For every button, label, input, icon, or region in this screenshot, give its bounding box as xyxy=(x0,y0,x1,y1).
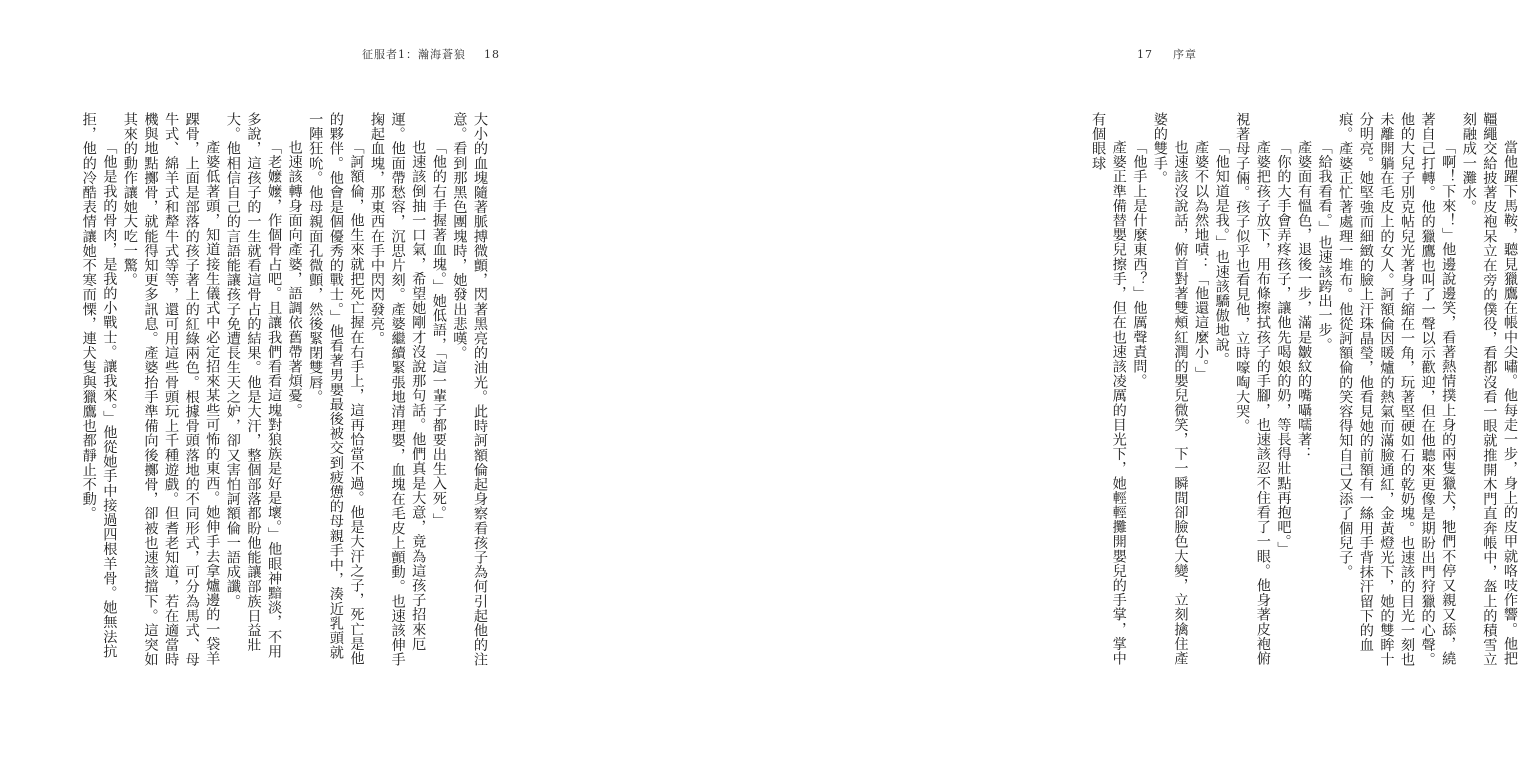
paragraph: 「你的大手會弄疼孩子，讓他先喝娘的奶，等長得壯點再抱吧。」 xyxy=(1275,140,1292,557)
right-running-header xyxy=(1137,46,1197,62)
paragraph: 「他是我的骨肉，是我的小戰士。讓我來。」他從她手中接過四根羊骨。她無法抗拒，他的冷酷表情讓她不寒而慄，連犬隻與獵鷹也都靜止不動。 xyxy=(80,112,118,659)
paragraph: 「他知道是我。」也速該驕傲地說。 xyxy=(1213,140,1230,367)
paragraph: 也速該轉身面向產婆，語調依舊帶著煩憂。 xyxy=(286,140,303,418)
right-page xyxy=(535,0,1518,760)
left-header-title: 征服者1：瀚海蒼狼 xyxy=(362,48,466,61)
left-page xyxy=(0,0,535,760)
left-body-text xyxy=(80,112,490,672)
paragraph: 也速該沒說話，俯首對著雙頰紅潤的嬰兒微笑，下一瞬間卻臉色大變，立刻擒住產婆的雙手。 xyxy=(1151,112,1189,666)
left-running-header xyxy=(362,46,500,62)
paragraph: 「啊！下來！」他邊說邊笑，看著熱情撲上身的兩隻獵犬，牠們不停又親又舔，繞著自己打轉。他的獵鷹也叫了一聲以示歡迎，但在他聽來更像是期盼出門狩獵的心聲。他的大兒子別克帖兒光著身子縮在一角，玩著堅硬如石的乾奶塊。也速該的目光一刻也未離開躺在毛皮上的女人。訶額倫因暖爐的熱氣而滿臉通紅，金黃燈光下，她的雙眸十分明亮。她堅強而細緻的臉上汗珠晶瑩，他看見她的前額有一絲用手背抹汗留下的血痕。產婆正忙著處理一堆布。他從訶額倫的笑容得知自己又添了個兒子。 xyxy=(1337,112,1457,667)
paragraph: 也速該倒抽一口氣，希望她剛才沒說那句話。他們真是大意，竟為這孩子招來厄運。他面帶愁容，沉思片刻。產婆繼續緊張地清理嬰，血塊在毛皮上顫動。也速該伸手掬起血塊，那東西在手中閃閃發亮。 xyxy=(369,112,427,667)
paragraph: 「老嬤嬤，作個骨占吧。且讓我們看看這塊對狼族是好是壞。」他眼神黯淡，不用多說，這孩子的一生就看這骨占的結果。他是大汗，整個部落都盼他能讓部族日益壯大。他相信自己的言語能讓孩子免遭長生天之妒，卻又害怕訶額倫一語成讖。 xyxy=(224,112,283,659)
paragraph: 當他躍下馬鞍，聽見獵鷹在帳中尖嘯。他每走一步，身上的皮甲就咯吱作響。他把韁繩交給披著皮袍呆立在旁的僕役，看都沒看一眼就推開木門直奔帳中，盔上的積雪立刻融成一灘水。 xyxy=(1460,112,1518,667)
paragraph: 「訶額倫，他生來就把死亡握在右手上，這再恰當不過。他是大汗之子，死亡是他的夥伴。他會是個優秀的戰士。」他看著男嬰最後被交到疲憊的母親手中，湊近乳頭就一陣狂吮。他母親面孔微顫，然後緊閉雙唇。 xyxy=(307,112,365,666)
left-page-number: 18 xyxy=(484,48,500,61)
paragraph: 大小的血塊隨著脈搏微顫，閃著黑亮的油光。此時訶額倫起身察看孩子為何引起他的注意。看到那黑色團塊時，她發出悲嘆。 xyxy=(451,112,488,667)
right-body-text xyxy=(1090,112,1520,672)
paragraph: 產婆把孩子放下，用布條擦拭孩子的手腳，也速該忍不住看了一眼。他身著皮袍俯視著母子倆。孩子似乎也看見他，立時嚎啕大哭。 xyxy=(1234,112,1271,666)
paragraph: 產婆不以為然地嘖：「他還這麼小。」 xyxy=(1193,140,1210,382)
right-page-number: 17 xyxy=(1137,48,1153,61)
paragraph: 「他的右手握著血塊。」她低語，「這一輩子都要出生入死。」 xyxy=(430,140,447,528)
paragraph: 「給我看看。」也速該跨出一步。 xyxy=(1316,140,1333,353)
paragraph: 「他手上是什麼東西？」他厲聲責問。 xyxy=(1131,140,1148,389)
paragraph: 產婆面有慍色，退後一步，滿是皺紋的嘴囁嚅著： xyxy=(1296,140,1313,462)
paragraph: 產婆低著頭，知道接生儀式中必定招來某些可怖的東西。她伸手去拿爐邊的一袋羊踝骨，上面是部落的孩子著上的紅綠兩色。根據骨頭落地的不同形式，可分為馬式、母牛式、綿羊式和犛牛式等等，還可用這些骨頭玩上千種遊戲。但耆老知道，若在適當時機與地點擲骨，就能得知更多訊息。產婆抬手準備向後擲骨，卻被也速該擋下。這突如其來的動作讓她大吃一驚。 xyxy=(121,112,221,667)
paragraph: 產婆正準備替嬰兒擦手，但在也速該凌厲的目光下，她輕輕攤開嬰兒的手掌，掌中有個眼球 xyxy=(1090,112,1127,666)
right-header-title: 序章 xyxy=(1173,48,1197,61)
